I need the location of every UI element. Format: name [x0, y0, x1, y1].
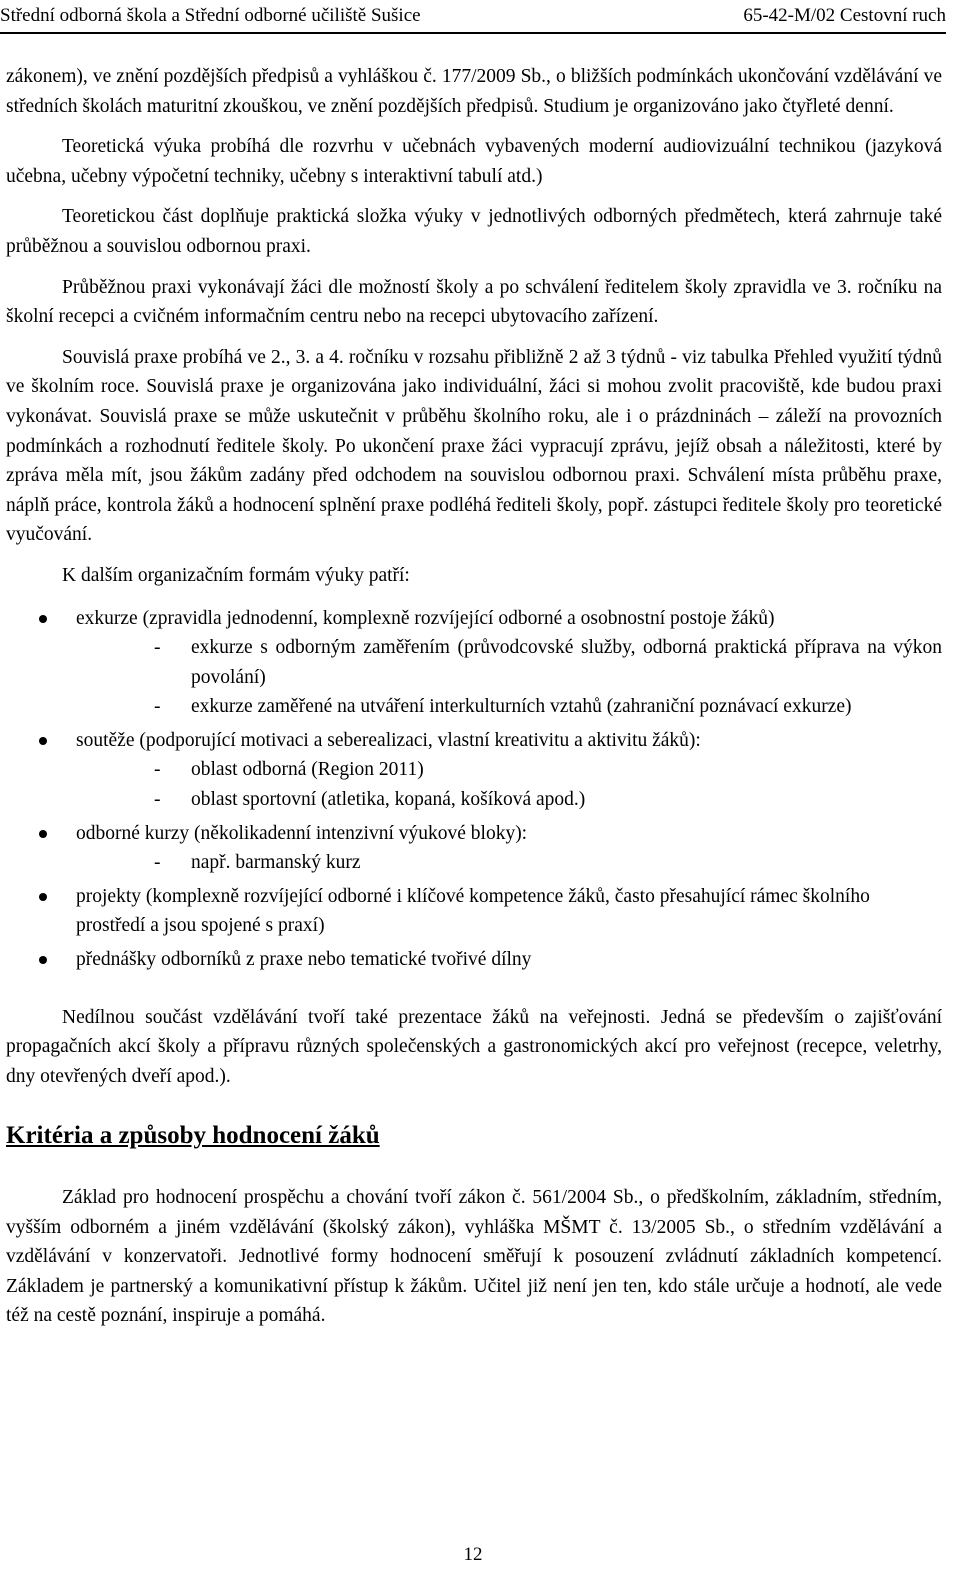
organization-forms-list — [6, 604, 942, 975]
header-program-code: 65-42-M/02 Cestovní ruch — [743, 5, 946, 26]
list-item-text: odborné kurzy (několikadenní intenzivní výukové bloky): — [76, 822, 528, 844]
dash-marker: - — [154, 852, 161, 874]
list-intro: K dalším organizačním formám výuky patří: — [62, 564, 410, 586]
paragraph-continuous-practice: Souvislá praxe probíhá ve 2., 3. a 4. ročníku v rozsahu přibližně 2 až 3 týdnů - viz tabulka Přehled využití týdnů ve školním roce. Souvislá praxe je organizována jako individuální, žáci si mohou zvolit pracoviště, kde budou praxi vykonávat. Souvislá praxe se může uskutečnit v průběhu školního roku, ale i o prázdninách – záleží na provozních podmínkách a rozhodnutí ředitele školy. Po ukončení praxe žáci vypracují zprávu, jejíž obsah a náležitosti, které by zpráva měla mít, jsou žákům zadány před odchodem na souvislou odbornou praxi. Schválení místa průběhu praxe, náplň práce, kontrola žáků a hodnocení splnění praxe podléhá řediteli školy, popř. zástupci ředitele školy pro teoretické vyučování. — [6, 346, 942, 546]
bullet-icon — [39, 830, 47, 838]
section-heading: Kritéria a způsoby hodnocení žáků — [6, 1122, 380, 1150]
sublist-item — [116, 692, 942, 722]
sublist-item-text: oblast odborná (Region 2011) — [191, 759, 424, 781]
list-item-excursions — [6, 604, 942, 722]
paragraph-evaluation-basis: Základ pro hodnocení prospěchu a chování tvoří zákon č. 561/2004 Sb., o předškolním, základním, středním, vyšším odborném a jiném vzdělávání (školský zákon), vyhláška MŠMT č. 13/2005 Sb., o středním vzdělávání a vzdělávání v konzervatoři. Jednotlivé formy hodnocení směřují k posouzení zvládnutí základních kompetencí. Základem je partnerský a komunikativní přístup k žákům. Učitel již není jen ten, kdo stále určuje a hodnotí, ale vede též na cestě poznání, inspiruje a pomáhá. — [6, 1187, 942, 1327]
paragraph-public-presentation: Nedílnou součást vzdělávání tvoří také prezentace žáků na veřejnosti. Jedná se především o zajišťování propagačních akcí školy a přípravu různých společenských a gastronomických akcí pro veřejnost (recepce, veletrhy, dny otevřených dveří apod.). — [6, 1006, 942, 1087]
dash-marker: - — [154, 696, 161, 718]
sublist-item — [116, 633, 942, 692]
dash-marker: - — [154, 789, 161, 811]
dash-marker: - — [154, 759, 161, 781]
paragraph-study-form: zákonem), ve znění pozdějších předpisů a vyhláškou č. 177/2009 Sb., o bližších podmínkách ukončování vzdělávání ve středních školách maturitní zkouškou, ve znění pozdějších předpisů. Studium je organizováno jako čtyřleté denní. — [6, 66, 942, 117]
bullet-icon — [39, 893, 47, 901]
list-item-text: soutěže (podporující motivaci a seberealizaci, vlastní kreativitu a aktivitu žáků): — [76, 729, 701, 751]
list-item-text: exkurze (zpravidla jednodenní, komplexně rozvíjející odborné a osobnostní postoje žáků) — [76, 607, 775, 629]
paragraph-ongoing-practice: Průběžnou praxi vykonávají žáci dle možností školy a po schválení ředitelem školy zpravidla ve 3. ročníku na školní recepci a cvičném informačním centru nebo na recepci ubytovacího zařízení. — [6, 276, 942, 328]
bullet-icon — [39, 615, 47, 623]
sublist — [76, 755, 942, 814]
sublist — [76, 633, 942, 722]
sublist-item — [116, 785, 942, 815]
sublist — [76, 848, 942, 878]
sublist-item-text: exkurze zaměřené na utváření interkulturních vztahů (zahraniční poznávací exkurze) — [191, 696, 852, 718]
page-number: 12 — [463, 1544, 483, 1565]
list-item-text: projekty (komplexně rozvíjející odborné i klíčové kompetence žáků, často přesahující rámec školního prostředí a jsou spojené s praxí) — [76, 885, 870, 937]
page-header — [0, 0, 946, 34]
paragraph-theory-teaching: Teoretická výuka probíhá dle rozvrhu v učebnách vybavených moderní audiovizuální technikou (jazyková učebna, učebny výpočetní techniky, učebny s interaktivní tabulí atd.) — [6, 136, 942, 187]
list-item-lectures — [6, 945, 942, 975]
list-item-competitions — [6, 726, 942, 815]
sublist-item-text: oblast sportovní (atletika, kopaná, košíková apod.) — [191, 789, 586, 811]
header-school-name: Střední odborná škola a Střední odborné učiliště Sušice — [0, 5, 421, 26]
sublist-item-text: např. barmanský kurz — [191, 852, 361, 874]
sublist-item — [116, 755, 942, 785]
bullet-icon — [39, 737, 47, 745]
list-item-text: přednášky odborníků z praxe nebo tematické tvořivé dílny — [76, 949, 532, 971]
document-body — [6, 62, 942, 1342]
bullet-icon — [39, 956, 47, 964]
paragraph-practical-part: Teoretickou část doplňuje praktická složka výuky v jednotlivých odborných předmětech, která zahrnuje také průběžnou a souvislou odbornou praxi. — [6, 206, 942, 257]
sublist-item-text: exkurze s odborným zaměřením (průvodcovské služby, odborná praktická příprava na výkon povolání) — [191, 637, 942, 688]
sublist-item — [116, 848, 942, 878]
list-item-courses — [6, 819, 942, 878]
list-item-projects — [6, 882, 942, 941]
dash-marker: - — [154, 637, 161, 659]
